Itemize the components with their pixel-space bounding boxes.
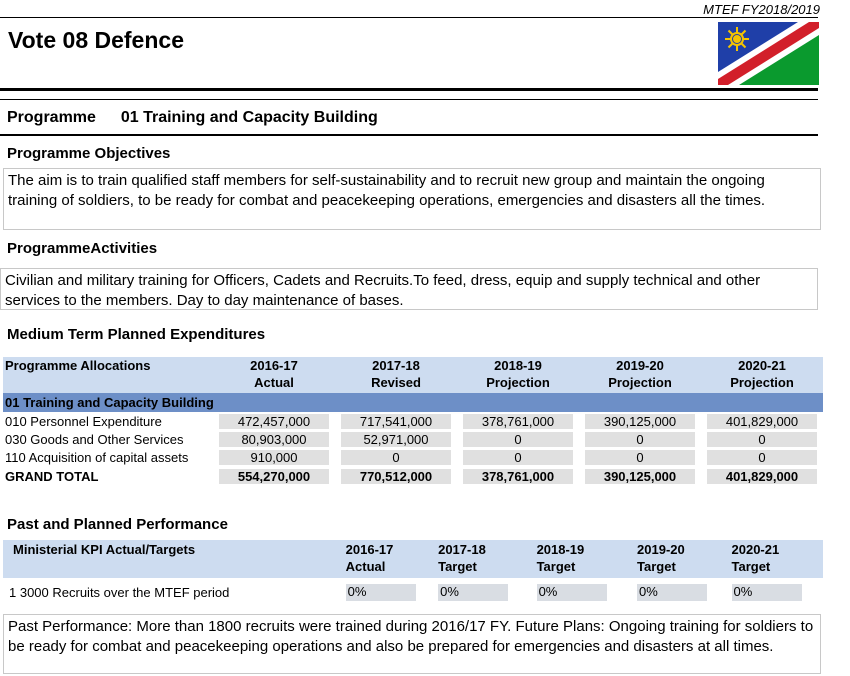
row-label: 030 Goods and Other Services bbox=[5, 431, 184, 447]
value-cell: 0 bbox=[463, 432, 573, 447]
kpi-value: 0% bbox=[732, 584, 802, 601]
value-cell: 52,971,000 bbox=[341, 432, 451, 447]
table-row bbox=[3, 430, 823, 448]
total-cell: 401,829,000 bbox=[707, 469, 817, 484]
activities-heading: ProgrammeActivities bbox=[7, 240, 158, 257]
allocations-header: Programme Allocations bbox=[3, 357, 213, 393]
total-cell: 770,512,000 bbox=[341, 469, 451, 484]
total-cell: 378,761,000 bbox=[463, 469, 573, 484]
kpi-value: 0% bbox=[537, 584, 607, 601]
value-cell: 0 bbox=[707, 450, 817, 465]
mtef-label: MTEF FY2018/2019 bbox=[703, 2, 820, 17]
expenditure-header-row bbox=[3, 357, 823, 393]
value-cell: 390,125,000 bbox=[585, 414, 695, 429]
kpi-table bbox=[3, 540, 823, 604]
programme-rule bbox=[0, 134, 818, 136]
col-header: 2020-21 Projection bbox=[701, 357, 823, 393]
programme-label: Programme bbox=[7, 109, 96, 126]
kpi-value: 0% bbox=[438, 584, 508, 601]
kpi-col-header: 2018-19 Target bbox=[536, 540, 636, 578]
value-cell: 0 bbox=[463, 450, 573, 465]
col-header: 2019-20 Projection bbox=[579, 357, 701, 393]
row-label: 110 Acquisition of capital assets bbox=[5, 449, 189, 465]
table-row bbox=[3, 412, 823, 430]
grand-total-label: GRAND TOTAL bbox=[5, 468, 99, 484]
band-label: 01 Training and Capacity Building bbox=[3, 393, 823, 412]
header-rule-thin bbox=[0, 99, 818, 100]
kpi-row bbox=[3, 578, 823, 604]
table-row bbox=[3, 448, 823, 466]
expenditures-heading: Medium Term Planned Expenditures bbox=[7, 326, 266, 343]
value-cell: 717,541,000 bbox=[341, 414, 451, 429]
value-cell: 0 bbox=[707, 432, 817, 447]
expenditure-table bbox=[3, 357, 823, 486]
namibia-flag-icon bbox=[718, 22, 819, 85]
value-cell: 0 bbox=[585, 432, 695, 447]
kpi-col-header: 2016-17 Actual bbox=[345, 540, 437, 578]
value-cell: 401,829,000 bbox=[707, 414, 817, 429]
page-title: Vote 08 Defence bbox=[8, 27, 184, 53]
kpi-col-header: 2020-21 Target bbox=[731, 540, 824, 578]
col-header: 2017-18 Revised bbox=[335, 357, 457, 393]
kpi-label: 1 3000 Recruits over the MTEF period bbox=[9, 585, 230, 600]
kpi-value: 0% bbox=[346, 584, 416, 601]
col-header: 2018-19 Projection bbox=[457, 357, 579, 393]
kpi-header-row bbox=[3, 540, 823, 578]
row-label: 010 Personnel Expenditure bbox=[5, 413, 162, 429]
performance-note: Past Performance: More than 1800 recruits were trained during 2016/17 FY. Future Plans: Ongoing training for soldiers to be ready for combat and peacekeeping operations and also be prepared for emergencies and disasters at all times. bbox=[3, 614, 821, 674]
performance-heading: Past and Planned Performance bbox=[7, 516, 228, 533]
kpi-value: 0% bbox=[637, 584, 707, 601]
programme-name: 01 Training and Capacity Building bbox=[120, 109, 378, 126]
programme-band-row bbox=[3, 393, 823, 412]
objectives-text: The aim is to train qualified staff members for self-sustainability and to recruit new group and maintain the ongoing training of soldiers, to be ready for combat and peacekeeping operations, emergencies and disasters all the times. bbox=[3, 168, 821, 230]
header-rule bbox=[0, 88, 818, 91]
value-cell: 910,000 bbox=[219, 450, 329, 465]
objectives-heading: Programme Objectives bbox=[7, 145, 171, 162]
total-cell: 390,125,000 bbox=[585, 469, 695, 484]
col-header: 2016-17 Actual bbox=[213, 357, 335, 393]
kpi-col-header: 2017-18 Target bbox=[437, 540, 535, 578]
grand-total-row bbox=[3, 466, 823, 486]
value-cell: 0 bbox=[341, 450, 451, 465]
programme-heading bbox=[7, 109, 378, 127]
top-rule bbox=[0, 17, 818, 18]
kpi-col-header: 2019-20 Target bbox=[636, 540, 730, 578]
value-cell: 80,903,000 bbox=[219, 432, 329, 447]
activities-text: Civilian and military training for Officers, Cadets and Recruits.To feed, dress, equip and supply technical and other services to the members. Day to day maintenance of bases. bbox=[0, 268, 818, 310]
total-cell: 554,270,000 bbox=[219, 469, 329, 484]
value-cell: 472,457,000 bbox=[219, 414, 329, 429]
value-cell: 378,761,000 bbox=[463, 414, 573, 429]
kpi-header: Ministerial KPI Actual/Targets bbox=[3, 540, 345, 578]
value-cell: 0 bbox=[585, 450, 695, 465]
